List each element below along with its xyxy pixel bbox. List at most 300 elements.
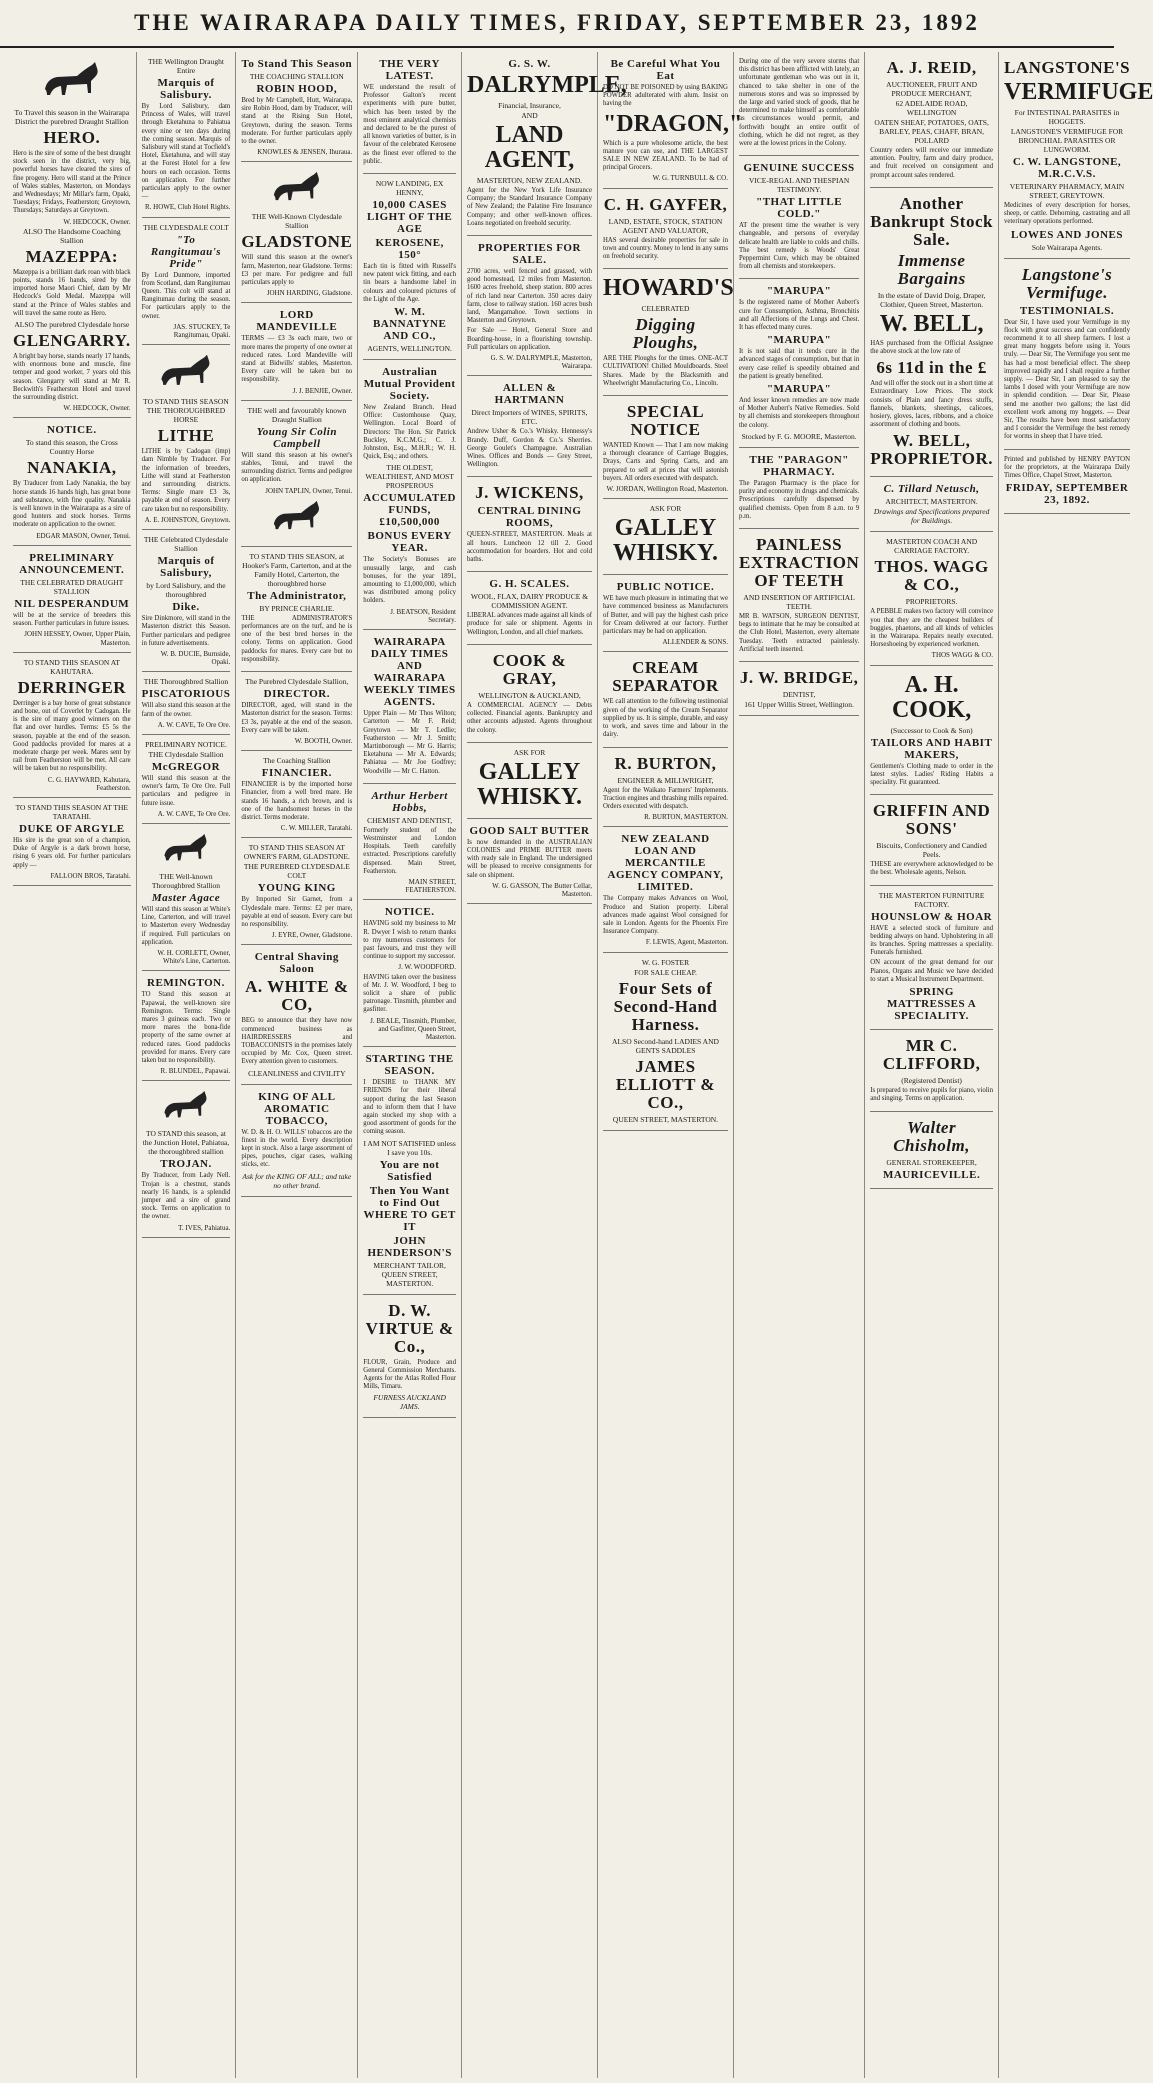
- trojan-name: TROJAN.: [160, 1158, 212, 1171]
- master-body: Will stand this season at White's Line, Carterton, and will travel to Masterton every Wednesday if required. Full particulars on application.: [141, 905, 231, 946]
- lithe-sig: A. E. JOHNSTON, Greytown.: [144, 515, 231, 524]
- special-head: SPECIAL NOTICE: [626, 402, 705, 440]
- ad-allen-hartmann: [467, 376, 592, 477]
- vermifuge-sub: For INTESTINAL PARASITES in HOGGETS.: [1014, 108, 1120, 126]
- satisfied: You are not Satisfied: [379, 1158, 440, 1183]
- shaving-footer: CLEANLINESS and CIVILITY: [248, 1068, 346, 1078]
- butter-body: Is now demanded in the AUSTRALIAN COLONIES and PRIME BUTTER meets with ready sale in England. The undersigned will be pleased to receive consignments for sale on shipment.: [466, 838, 592, 879]
- tillard-sub: ARCHITECT, MASTERTON.: [885, 497, 978, 507]
- ad-financier: [241, 751, 352, 838]
- desperandum-body: will be at the service of breeders this season. Further particulars in future issues.: [13, 611, 131, 628]
- latest-body: WE understand the result of Professor Galton's recent experiments with pure butter, which has been tested by the most eminent analytical chemists and declared to be the purest of all known varieties of butter, is in favour of the celebrated Kerosene as the finest ever offered to the public.: [363, 84, 456, 165]
- wickens-body: QUEEN-STREET, MASTERTON. Meals at all hours. Luncheon 12 till 2. Good accommodation for boarders. Hot and cold baths.: [466, 531, 592, 564]
- loan-sig: F. LEWIS, Agent, Masterton.: [645, 938, 728, 947]
- season-body: I DESIRE to THANK MY FRIENDS for their liberal support during the last Season and to inform them that I have again stocked my shop with a good assortment of goods for the coming season.: [363, 1079, 456, 1136]
- thrift: Then You Want to Find Out WHERE TO GET IT: [363, 1184, 456, 1233]
- remington-sig: R. BLUNDEL, Papawai.: [160, 1067, 231, 1076]
- argyle-name: DUKE OF ARGYLE: [19, 822, 125, 835]
- master-intro: THE Well-known Thoroughbred Stallion: [151, 871, 221, 890]
- wagg-sub: PROPRIETORS.: [905, 597, 958, 607]
- lowes-sub: Sole Wairarapa Agents.: [1031, 242, 1103, 252]
- foster-sub: FOR SALE CHEAP.: [634, 967, 697, 977]
- ad-desperandum: [13, 546, 131, 653]
- desperandum-intro: THE CELEBRATED DRAUGHT STALLION: [20, 577, 124, 596]
- ad-dragon: [602, 52, 743, 189]
- ad-remington: [142, 971, 231, 1081]
- little-name: "THAT LITTLE COLD.": [756, 196, 843, 221]
- wagg-name: THOS. WAGG & CO.,: [874, 557, 989, 595]
- testimonials-head: TESTIMONIALS.: [1019, 304, 1115, 317]
- ad-piscatorious: [142, 672, 231, 735]
- ad-pride: [142, 218, 231, 346]
- fever-head: "MARUPA": [766, 383, 832, 396]
- salisbury2-intro: THE Celebrated Clydesdale Stallion: [143, 535, 229, 554]
- wagg-body: A PEBBLE makes two factory will convince you that they are the cheapest builders of buggies, phaetons, and all kinds of vehicles in the Wairarapa. Repairs neatly executed. Horseshoeing by experienced workmen.: [870, 608, 993, 649]
- digging-name: Digging Ploughs,: [632, 315, 699, 353]
- shaving-body: BEG to announce that they have now commenced business as HAIRDRESSERS and TOBACCONISTS in the premises lately occupied by Mr. Cox, Queen street. Every attention given to customers.: [241, 1017, 353, 1066]
- ad-public-notice: [603, 575, 728, 652]
- marupa2-body: It is not said that it tends cure in the advanced stages of consumption, but that in every case relief is speedily obtained and the patient is greatly benefited.: [738, 348, 860, 380]
- hero-body: Hero is the sire of some of the best draught stock seen in the district, very big, powerful horses have cleared the sires of fine progeny. Hero will stand at the Prince of Wales stables, Masterton, on Mondays and Wednesdays; Mr Millar's farm, Opaki, Tuesdays; Fridays, Featherston; Greytown, Thursdays; Saturdays at Greytown.: [13, 150, 131, 215]
- salisbury-body: By Lord Salisbury, dam Princess of Wales, will travel through Eketahuna to Pahiatua every nine or ten days during the coming season. Marquis of Salisbury will stand at Tocfield's Hotel, Eketahuna, and will stay at the Forest Hotel for a few hours on each occasion. Terms on application. For further particulars apply to the owner —: [141, 103, 231, 201]
- marupa-head: "MARUPA": [766, 285, 832, 298]
- glengarry-also: ALSO The purebred Clydesdale horse: [14, 320, 130, 330]
- howard-name: HOWARD'S: [602, 275, 734, 302]
- dalrymple-body: Agent for the New York Life Insurance Company; the Standard Insurance Company of New Zealand; the Palatine Fire Insurance Company; and other well-known offices. Loans negotiated on freehold security.: [466, 187, 592, 227]
- colin-body: Will stand this season at his owner's stables, Tenui, and travel the surrounding district. Terms and pedigree on application.: [241, 451, 353, 484]
- director-name: DIRECTOR.: [263, 688, 330, 701]
- ad-kerosene: [363, 174, 456, 360]
- hounslow-name: HOUNSLOW & HOAR: [871, 910, 993, 923]
- gayfer-body: HAS several desirable properties for sale in town and country. Money to lend in any sums on freehold security.: [602, 236, 728, 261]
- prince-sig: J. EYRE, Owner, Gladstone.: [271, 931, 353, 940]
- bridge-sub: DENTIST,: [782, 689, 816, 699]
- cream-body: WE call attention to the following testimonial given of the working of the Cream Separator supplied by us. It is simple, durable, and easy to work, and saves time and labour in the dairy.: [602, 698, 728, 739]
- admin-name: The Administrator,: [247, 589, 347, 602]
- painless-name: PAINLESS EXTRACTION OF TEETH: [738, 534, 860, 590]
- public-sig: ALLENDER & SONS.: [662, 638, 728, 647]
- column-2: [137, 52, 237, 2078]
- virtue-footer: FURNESS AUCKLAND JAMS.: [373, 1393, 446, 1412]
- ad-shaving-saloon: [241, 945, 352, 1084]
- dragon-body: Which is a pure wholesome article, the best manure you can use, and THE LARGEST SALE IN NEW ZEALAND. To be had of principal Grocers.: [602, 139, 728, 172]
- ad-gayfer: [603, 189, 728, 270]
- trojan-body: By Traducer, from Lady Nell. Trojan is a chestnut, stands nearly 16 hands, is a splendid jumper and a sire of grand stock. Terms on application to the owner.: [141, 1172, 231, 1221]
- chisholm-sub: GENERAL STOREKEEPER,: [886, 1157, 977, 1167]
- virtue-name: D. W. VIRTUE & Co.,: [365, 1300, 454, 1356]
- robin-sig: KNOWLES & JENSEN, Ihuraua.: [257, 148, 353, 157]
- spring-head: SPRING MATTRESSES A SPECIALITY.: [886, 986, 977, 1023]
- pride-sig: JAS. STUCKEY, Te Rangitumau, Opaki.: [173, 322, 231, 340]
- griffin-sub: Biscuits, Confectionery and Candied Peels.: [876, 841, 987, 860]
- reid-name: A. J. REID,: [886, 58, 977, 77]
- ad-hero: [13, 52, 131, 418]
- dalrymple-and: AND: [521, 111, 538, 120]
- estate-body: In the estate of David Doig, Draper, Clothier, Queen Street, Masterton.: [877, 290, 986, 309]
- argyle-intro: TO STAND THIS SEASON AT THE TARATAHI.: [15, 802, 128, 821]
- hobbs-name: Arthur Herbert Hobbs,: [371, 789, 448, 814]
- burton-body: Agent for the Waikato Farmers' Implements. Traction engines and thrashing mills repaired. Orders executed with despatch.: [602, 786, 728, 810]
- hero-sig: W. HEDCOCK, Owner.: [63, 217, 131, 226]
- trojan-sig: T. IVES, Pahiatua.: [178, 1223, 231, 1232]
- griffin-body: THESE are everywhere acknowledged to be the best. Wholesale agents, Nelson.: [870, 861, 993, 877]
- gsw: G. S. W.: [508, 58, 551, 70]
- ad-amp-society: [363, 360, 456, 630]
- foster-items: Four Sets of Second-Hand Harness.: [613, 978, 718, 1034]
- admin-body: THE ADMINISTRATOR'S performances are on the turf, and he is one of the best bred horses in the colony. Terms on application. Good paddocks for mares. Every care but no responsibility.: [241, 614, 353, 663]
- piscatorious-name: PISCATORIOUS: [141, 688, 231, 701]
- lowes-name: LOWES AND JONES: [1010, 228, 1124, 241]
- property-sig: G. S. W. DALRYMPLE, Masterton, Wairarapa.: [490, 354, 592, 371]
- wickens-name: J. WICKENS,: [475, 483, 584, 503]
- public-body: WE have much pleasure in intimating that we have commenced business as Manufacturers of Butter, and will pay the highest cash price for Cream delivered at our factory. Further particulars may be had on application.: [602, 595, 728, 636]
- tillard-name: C. Tillard Netusch,: [883, 483, 980, 496]
- nanakia-body: By Traducer from Lady Nanakia, the bay horse stands 16 hands high, has great bone and substance, with fine quality. Nanakia is well known in the Wairarapa as a sire of good hunters and stock horses. Terms moderate on application to the owner.: [13, 480, 131, 529]
- galley-ask-2: ASK FOR: [649, 504, 682, 514]
- mazeppa-also: ALSO The Handsome Coaching Stallion: [23, 226, 121, 245]
- ad-virtue: [363, 1295, 456, 1419]
- salisbury2-sub: by Lord Salisbury, and the thoroughbred: [146, 581, 226, 600]
- elliott-name: JAMES ELLIOTT & CO.,: [615, 1056, 716, 1112]
- dalrymple-agent: LAND AGENT,: [484, 122, 575, 173]
- masthead-title: THE WAIRARAPA DAILY TIMES, FRIDAY, SEPTEMBER 23, 1892: [134, 10, 980, 35]
- ad-administrator: [241, 547, 352, 672]
- gladstone-intro: THE Well-Known Clydesdale Stallion: [251, 212, 342, 231]
- mcgregor-intro: PRELIMINARY NOTICE.: [145, 739, 227, 749]
- amp-sig: J. BEATSON, Resident Secretary.: [390, 607, 456, 624]
- property-list: 2700 acres, well fenced and grassed, with good homestead, 12 miles from Masterton. 1600 acres freehold, sheep station. 800 acres of rich land near Carterton. 350 acres dairy farm, close to railway station. 160 acres bush land, Mangamahoe. Town sections in Masterton and Greytown.: [466, 268, 592, 325]
- financier-body: FINANCIER is by the imported horse Financier, from a well bred mare. He stands 16 hands, a rich brown, and is one of the handsomest horses in the district. Terms moderate.: [241, 781, 353, 821]
- howard-sub: CELEBRATED: [641, 304, 690, 314]
- prince-body: By Imported Sir Garnet, from a Clydesdale mare. Terms: £2 per mare, payable at end of season. Every care but no responsibility.: [241, 896, 353, 928]
- director-intro: The Purebred Clydesdale Stallion,: [245, 677, 349, 687]
- season-cta: I AM NOT SATISFIED unless I save you 10s.: [363, 1138, 456, 1157]
- hounslow-body: HAVE a selected stock of furniture and bedding always on hand. Upholstering in all its branches. Spring mattresses a speciality. Funerals furnished.: [870, 924, 993, 957]
- amp-head: Australian Mutual Provident Society.: [363, 366, 456, 403]
- shaving-firm: A. WHITE & CO,: [245, 977, 349, 1015]
- ad-notice: [363, 900, 456, 1047]
- vet-sub: VETERINARY PHARMACY, MAIN STREET, GREYTOWN.: [1009, 182, 1125, 200]
- bannatyne-name: W. M. BANNATYNE AND CO.,: [372, 306, 447, 343]
- dalrymple-sub: Financial, Insurance,: [498, 101, 561, 110]
- intro-body: During one of the very severe storms that this district has been afflicted with lately, an unfortunate gentleman who was out in it, chanced to take shelter in one of the numerous stores and was so impressed by the large and varied stock of goods, that he determined to make himself as comfortable as circumstances would permit, and forthwith bought an entire outfit of clothing, which he did not regret, as they were at the lowest prices in the Colony.: [738, 58, 860, 148]
- allen-sub: Direct Importers of WINES, SPIRITS, ETC.: [471, 408, 588, 427]
- kerosene-name: KEROSENE, 150°: [375, 237, 444, 262]
- colin-name: Young Sir Colin Campbell: [256, 425, 337, 450]
- paragon-head: THE "PARAGON" PHARMACY.: [749, 453, 849, 478]
- kerosene-head: NOW LANDING, EX HENNY,: [375, 179, 444, 198]
- foster-name: W. G. FOSTER: [641, 957, 690, 967]
- dike-body: Sire Dinkmore, will stand in the Masterton district this Season. Further particulars and pedigree in future advertisements.: [141, 615, 231, 647]
- vet-body: Medicines of every description for horses, sheep, or cattle. Dehorning, castrating and all veterinary operations performed.: [1004, 202, 1130, 226]
- little-body: AT the present time the weather is very changeable, and persons of everyday delicate health are liable to colds and chills. The best remedy is Woods' Great Peppermint Cure, which may be obtained from all chemists and storekeepers.: [738, 222, 860, 271]
- bridge-name: J. W. BRIDGE,: [739, 667, 859, 687]
- nash-sig: J. BEALE, Tinsmith, Plumber, and Gasfitter, Queen Street, Masterton.: [370, 1016, 456, 1041]
- mandeville-body: TERMS — £3 3s each mare, two or more mares the property of one owner at reduced rates. Lord Mandeville will stand at Bidwills' stables, Masterton. Every care will be taken but no responsibility.: [241, 335, 353, 384]
- ad-master-agace: [142, 824, 231, 971]
- hobbs-body: Formerly student of the Westminster and London Hospitals. Teeth carefully extracted. Prescriptions carefully dispensed. Main Street, Featherston.: [363, 826, 456, 875]
- argyle-sig: FALLOON BROS, Taratahi.: [50, 871, 131, 880]
- admin-intro: TO STAND THIS SEASON, at Hooker's Farm, Carterton, and at the Family Hotel, Carterton, the thoroughbred horse: [242, 551, 352, 588]
- pride-name: "To Rangitumau's Pride": [150, 233, 222, 270]
- horse-icon: [267, 169, 327, 209]
- bankrupt-head: Another Bankrupt Stock Sale.: [870, 193, 993, 249]
- painless-body: MR B. WATSON, SURGEON DENTIST, begs to intimate that he may be consulted at the Club Hotel, Masterton, every alternate Tuesday. Teeth extracted painlessly. Artificial teeth inserted.: [738, 612, 860, 653]
- ad-salisbury: [142, 52, 231, 218]
- ad-loan-agency: [603, 827, 728, 952]
- cook-sub: (Successor to Cook & Son): [890, 725, 973, 735]
- ad-harness: [603, 953, 728, 1131]
- prelim-head: PRELIMINARY ANNOUNCEMENT.: [19, 551, 125, 576]
- ad-tobacco: [241, 1085, 352, 1197]
- mandeville-name: LORD MANDEVILLE: [256, 309, 338, 334]
- masthead: [0, 0, 1114, 48]
- vermifuge2-name: Langstone's Vermifuge.: [1021, 264, 1113, 302]
- ad-very-latest: [363, 52, 456, 174]
- lithe-name: LITHE: [157, 426, 215, 446]
- master-name: Master Agace: [151, 891, 221, 904]
- virtue-body: FLOUR, Grain, Produce and General Commission Merchants. Agents for the Atlas Rolled Flour Mills, Timaru.: [363, 1358, 456, 1391]
- ad-bridge: [739, 662, 859, 716]
- amp-accum: ACCUMULATED FUNDS, £10,500,000: [363, 492, 456, 529]
- careful-sub: DO NOT BE POISONED by using BAKING POWDER adulterated with alum. Insist on having the: [602, 84, 728, 108]
- immense-head: Immense Bargains: [897, 250, 966, 288]
- hero-intro: To Travel this season in the Wairarapa District the purebred Draught Stallion: [14, 108, 130, 126]
- shaving-name: Central Shaving Saloon: [254, 951, 339, 976]
- ad-genuine-success: [739, 156, 859, 279]
- derringer-body: Derringer is a bay horse of great substance and bone, out of Coverlet by Cadogan. He is the sire of many good winners on the flat and over hurdles. Terms: £5 5s the season, payable at the end of the season. Good paddocks provided for mares at a moderate charge per week. Mares sent by rail from Featherston will be met. All care will be taken but no responsibility.: [13, 699, 131, 773]
- burton-name: R. BURTON,: [614, 753, 717, 773]
- piscatorious-intro: THE Thoroughbred Stallion: [143, 677, 229, 687]
- ad-lithe: [142, 345, 231, 530]
- butter-name: GOOD SALT BUTTER: [469, 824, 590, 837]
- horse-icon: [158, 1088, 214, 1126]
- digging-body: ARE THE Ploughs for the times. ONE-ACT CULTIVATION! Chilled Mouldboards. Steel Shares. Made by the Blacksmith and Wheelwright Manufacturing Co., Lincoln.: [602, 355, 728, 387]
- ad-season: [363, 1047, 456, 1294]
- bell-sig: W. BELL, PROPRIETOR.: [870, 431, 994, 469]
- scales-sub: WOOL, FLAX, DAIRY PRODUCE & COMMISSION AGENT.: [470, 592, 589, 611]
- testimonials-body: Dear Sir, I have used your Vermifuge in my flock with great success and can confidently recommend it to all sheep farmers. I lost a great many hoggets before using it. Yours truly. — Dear Sir, The Vermifuge you sent me has had a most beneficial effect. The sheep improved rapidly and I shall require a further supply. — Dear Sir, I am pleased to say the lambs I dosed with your Vermifuge are now in splendid condition. — Dear Sir, Please send me another two gallons; the last did excellent work among my hoggets. — Dear Sir, The results have been most satisfactory and I consider the Vermifuge the best remedy for worms in sheep that I have tried.: [1004, 318, 1130, 441]
- column-3: [236, 52, 358, 2078]
- amp-body2: The Society's Bonuses are unusually large, and cash bonuses, for the year 1891, amounting to £1,000,000, which was distributed among policy holders.: [363, 556, 456, 605]
- property-footer: For Sale — Hotel, General Store and Boarding-house, in a flourishing township. Full particulars on application.: [466, 327, 592, 351]
- ad-colin-campbell: [241, 401, 352, 547]
- galley-ask: ASK FOR: [513, 747, 546, 757]
- cook-name: A. H. COOK,: [891, 671, 972, 723]
- director-sig: W. BOOTH, Owner.: [294, 736, 353, 745]
- ad-furniture: [870, 886, 993, 1030]
- bell-body2: And will offer the stock out in a short time at Extraordinary Low Prices. The stock consists of Plain and fancy dress stuffs, flannels, blankets, sheetings, calicoes, hosiery, gloves, laces, ribbons, and a choice assortment of clothing and boots.: [870, 380, 993, 429]
- horse-icon: [154, 352, 218, 394]
- elliott-sub: QUEEN STREET, MASTERTON.: [612, 1114, 719, 1124]
- admin-by: BY PRINCE CHARLIE.: [259, 603, 335, 613]
- salisbury-name: Marquis of Salisbury.: [157, 77, 215, 101]
- gladstone-sig: JOHN HARDING, Gladstone.: [266, 289, 353, 298]
- cook-body: Gentlemen's Clothing made to order in the latest styles. Ladies' Riding Habits a speciality. Fit guaranteed.: [870, 762, 993, 787]
- lithe-body: LITHE is by Cadogan (imp) dam Nimble by Traducer. For the information of breeders, Lithe will stand at Featherston and surrounding districts. Terms: Single mare £3 3s, payable at end of season. Every care taken but no responsibility.: [141, 448, 231, 513]
- glengarry-name: GLENGARRY.: [13, 331, 131, 351]
- foster-also: ALSO Second-hand LADIES AND GENTS SADDLES: [612, 1036, 719, 1055]
- desperandum-sig: JOHN HESSEY, Owner, Upper Plain, Masterton.: [24, 630, 131, 647]
- financier-name: FINANCIER.: [261, 767, 332, 780]
- dragon-sig: W. G. TURNBULL & CO.: [652, 174, 728, 183]
- reid-goods: OATEN SHEAF, POTATOES, OATS, BARLEY, PEAS, CHAFF, BRAN, POLLARD: [874, 118, 989, 145]
- gayfer-name: C. H. GAYFER,: [603, 194, 728, 214]
- dike-name: Dike.: [172, 601, 200, 614]
- remington-name: REMINGTON.: [147, 977, 225, 990]
- cook-gray-body: A COMMERCIAL AGENCY — Debts collected. Financial agents. Bankruptcy and other accounts adjusted. Agents throughout the colony.: [466, 701, 592, 734]
- derringer-name: DERRINGER: [17, 677, 126, 697]
- tillard-body: Drawings and Specifications prepared for Buildings.: [873, 507, 990, 526]
- column-1: [8, 52, 137, 2078]
- mazeppa-body: Mazeppa is a brilliant dark roan with black points, stands 16 hands, sired by the imported horse Maori Chief, dam by Mr Hedcock's Gold Medal. Mazeppa will stand at the Prince of Wales stables and will travel the same route as Hero.: [13, 268, 131, 317]
- ad-griffin: [870, 795, 993, 885]
- vet-name: C. W. LANGSTONE, M.R.C.V.S.: [1012, 156, 1122, 180]
- clifford-sub: (Registered Dentist): [901, 1076, 962, 1086]
- sold-by: Stocked by F. G. MOORE, Masterton.: [741, 431, 857, 441]
- marupa2-head: "MARUPA": [766, 334, 832, 347]
- notice-body: HAVING sold my business to Mr R. Dwyer I wish to return thanks to my numerous customers for past favours, and trust they will continue to support my successor.: [363, 920, 456, 961]
- ad-mcgregor: [142, 735, 231, 824]
- master-sig: W. H. CORLETT, Owner, White's Line, Carterton.: [157, 948, 231, 966]
- pride-intro: THE CLYDESDALE COLT: [143, 222, 229, 232]
- ad-salt-butter: [467, 819, 592, 904]
- derringer-intro: TO STAND THIS SEASON AT KAHUTARA.: [23, 657, 120, 676]
- horse-icon: [158, 831, 214, 869]
- special-sig: W. JORDAN, Wellington Road, Masterton.: [606, 485, 728, 494]
- reid-addr: 62 ADELAIDE ROAD, WELLINGTON: [895, 99, 968, 117]
- pride-body: By Lord Dunmore, imported from Scotland, dam Rangitumau Queen. This colt will stand at Rangitumau during the season. For particulars apply to the owner.: [141, 271, 231, 320]
- special-body: WANTED Known — That I am now making a thorough clearance of Carriage Buggies, Drays, Carts and Spring Carts, and am prepared to sell at prices that will astonish buyers. All orders executed with despatch.: [602, 442, 728, 482]
- prince-intro: TO STAND THIS SEASON AT OWNER'S FARM, GLADSTONE.: [243, 843, 350, 862]
- cook-gray-name: COOK & GRAY,: [492, 650, 567, 688]
- remington-body: TO Stand this season at Papawai, the well-known sire Remington. Terms: Single mares 3 guineas each. Two or more mares the bona-fide property of the same owner at reduced rates. Good paddocks provided for mares. Every care taken but no responsibility.: [141, 991, 231, 1064]
- ad-scales: [467, 572, 592, 645]
- piscatorious-sig: A. W. CAVE, Te Ore Ore.: [157, 720, 231, 729]
- bell-name: W. BELL,: [879, 310, 984, 337]
- notice-head: NOTICE.: [46, 424, 97, 437]
- cream-name: CREAM SEPARATOR: [612, 658, 719, 696]
- wickens-sub: CENTRAL DINING ROOMS,: [477, 505, 582, 530]
- agents-list: Upper Plain — Mr Thos Wilton; Carterton — Mr F. Reid; Greytown — Mr T. Ledlie; Featherston — Mr J. Smith; Martinborough — Mr G. Harris; Eketahuna — Mr A. Edwards; Pahiatua — Mr Joe Godfrey; Woodville — Mr C. Hatton.: [363, 710, 456, 775]
- column-8: [865, 52, 999, 2078]
- bell-body: HAS purchased from the Official Assignee the above stock at the low rate of: [870, 339, 993, 356]
- mcgregor-sig: A. W. CAVE, Te Ore Ore.: [157, 809, 231, 818]
- colin-intro: THE well and favourably known Draught Stallion: [247, 405, 347, 424]
- ad-bankrupt-stock: [870, 188, 993, 478]
- ad-special-notice: [603, 396, 728, 499]
- ad-painless: [739, 529, 859, 662]
- bridge-addr: 161 Upper Willis Street, Wellington.: [744, 699, 854, 709]
- prince-pre: THE PUREBRED CLYDESDALE COLT: [243, 862, 350, 881]
- salisbury-intro: THE Wellington Draught Entire: [148, 57, 224, 75]
- hobbs-sig: MAIN STREET, FEATHERSTON.: [405, 877, 456, 895]
- robin-body: Bred by Mr Campbell, Hutt, Wairarapa, sire Robin Hood, dam by Traducer, will stand at the Rising Sun Hotel, Greytown, during the season. Terms moderate. For further particulars apply to the owner.: [241, 97, 353, 146]
- kerosene-qty: 10,000 CASES LIGHT OF THE AGE: [367, 199, 453, 236]
- ad-clifford: [870, 1030, 993, 1111]
- column-7: [734, 52, 865, 2078]
- mazeppa-name: MAZEPPA:: [25, 246, 119, 266]
- colin-sig: JOHN TAPLIN, Owner, Tenui.: [265, 486, 353, 495]
- director-body: DIRECTOR, aged, will stand in the Masterton district for the season. Terms: £3 3s, payable at the end of the season. Every care will be taken.: [241, 702, 353, 734]
- burton-sub: ENGINEER & MILLWRIGHT,: [617, 775, 714, 785]
- property-head: PROPERTIES FOR SALE.: [478, 242, 581, 267]
- ad-trojan: [142, 1081, 231, 1237]
- gayfer-sub: LAND, ESTATE, STOCK, STATION AGENT AND VALUATOR,: [608, 216, 723, 235]
- robin-intro: To Stand This Season: [241, 58, 353, 70]
- galley-name-2: GALLEY WHISKY.: [612, 515, 719, 567]
- imprint: [1004, 450, 1130, 515]
- scales-body: LIBERAL advances made against all kinds of produce for sale or shipment. Agents in Wellington, London, and all chief markets.: [466, 612, 592, 636]
- ad-cream-separator: [603, 652, 728, 747]
- column-4: [358, 52, 462, 2078]
- amp-body: New Zealand Branch. Head Office: Customhouse Quay, Wellington. Local Board of Directors: The Hon. Sir Patrick Buckley, K.C.M.G.; C. J. Johnston, Esq., M.H.R.; W. H. Quick, Esq.; and others.: [363, 404, 456, 461]
- footer-body: Printed and published by HENRY PAYTON for the proprietors, at the Wairarapa Daily Times Office, Chapel Street, Masterton.: [1004, 455, 1130, 480]
- nanakia-sig: EDGAR MASON, Owner, Tenui.: [36, 531, 131, 540]
- article-storm: [739, 52, 859, 156]
- chisholm-name: Walter Chisholm,: [893, 1117, 970, 1155]
- robin-pre: THE COACHING STALLION: [249, 72, 344, 81]
- ad-wickens: [467, 477, 592, 572]
- chisholm-addr: MAURICEVILLE.: [882, 1168, 981, 1181]
- dalrymple-name: DALRYMPLE,: [466, 72, 627, 98]
- public-head: PUBLIC NOTICE.: [616, 581, 715, 594]
- allen-name: ALLEN & HARTMANN: [494, 382, 565, 407]
- footer-date: FRIDAY, SEPTEMBER 23, 1892.: [1005, 482, 1129, 507]
- prince-name: YOUNG KING: [257, 882, 336, 895]
- ad-agents: [363, 630, 456, 784]
- clifford-body: Is prepared to receive pupils for piano, violin and singing. Terms on application.: [870, 1087, 993, 1103]
- marupa-body: Is the registered name of Mother Aubert's cure for Consumption, Asthma, Bronchitis and all Affections of the Lungs and Chest. It has effected many cures.: [738, 299, 860, 332]
- ad-director: [241, 672, 352, 751]
- nanakia-intro: To stand this season, the Cross Country Horse: [25, 438, 118, 457]
- scales-name: G. H. SCALES.: [489, 578, 570, 591]
- ad-hobbs: [363, 784, 456, 901]
- henderson-name: JOHN HENDERSON'S: [367, 1234, 452, 1259]
- notice-sig: J. W. WOODFORD.: [398, 963, 456, 972]
- ad-properties: [467, 236, 592, 376]
- amp-oldest: THE OLDEST, WEALTHIEST, AND MOST PROSPEROUS: [365, 463, 454, 491]
- clifford-name: MR C. CLIFFORD,: [882, 1036, 981, 1074]
- ad-galley-whisky-2: [603, 499, 728, 575]
- reid-body: Country orders will receive our immediate attention. Poultry, farm and dairy produce, and fruit received on consignment and prompt account sales rendered.: [870, 147, 993, 179]
- nash-body: HAVING taken over the business of Mr. J. W. Woodford, I beg to solicit a share of public patronage. Tinsmith, plumber and gasfitter.: [363, 973, 456, 1014]
- reid-sub: AUCTIONEER, FRUIT AND PRODUCE MERCHANT,: [886, 80, 978, 98]
- paragon-body: The Paragon Pharmacy is the place for purity and economy in drugs and chemicals. Prescriptions carefully dispensed by qualified chemists. Open from 8 a.m. to 9 p.m.: [738, 479, 860, 520]
- notice-head-col4: NOTICE.: [384, 906, 435, 919]
- kerosene-body: Each tin is fitted with Russell's new patent wick fitting, and each tin bears a handsome label in colours and coloured pictures of the Light of the Age.: [363, 263, 456, 303]
- ad-derringer: [13, 653, 131, 798]
- hero-name: HERO.: [43, 128, 101, 147]
- painless-sub: AND INSERTION OF ARTIFICIAL TEETH.: [743, 592, 855, 611]
- tobacco-name: KING OF ALL AROMATIC TOBACCO,: [258, 1090, 336, 1127]
- bell-price: 6s 11d in the £: [876, 358, 987, 378]
- mcgregor-name: McGREGOR: [151, 760, 221, 773]
- hounslow-body2: ON account of the great demand for our Pianos, Organs and Music we have decided to start a Musical Instrument Department.: [870, 959, 993, 983]
- furniture-head: THE MASTERTON FURNITURE FACTORY.: [878, 890, 985, 909]
- vermifuge-name: VERMIFUGE: [1004, 79, 1153, 105]
- ad-dike: [142, 530, 231, 672]
- gladstone-name: GLADSTONE: [241, 232, 353, 252]
- agents-head: WAIRARAPA DAILY TIMES AND WAIRARAPA WEEKLY TIMES AGENTS.: [363, 636, 456, 709]
- butter-sig: W. G. GASSON, The Butter Cellar, Masterton.: [492, 881, 592, 898]
- ad-reid: [870, 52, 993, 188]
- tobacco-footer: Ask for the KING OF ALL; and take no other brand.: [242, 1171, 352, 1190]
- hobbs-sub: CHEMIST AND DENTIST,: [367, 815, 453, 825]
- ad-mandeville: [241, 303, 352, 400]
- wagg-head: MASTERTON COACH AND CARRIAGE FACTORY.: [886, 537, 978, 556]
- ad-young-king: [241, 838, 352, 945]
